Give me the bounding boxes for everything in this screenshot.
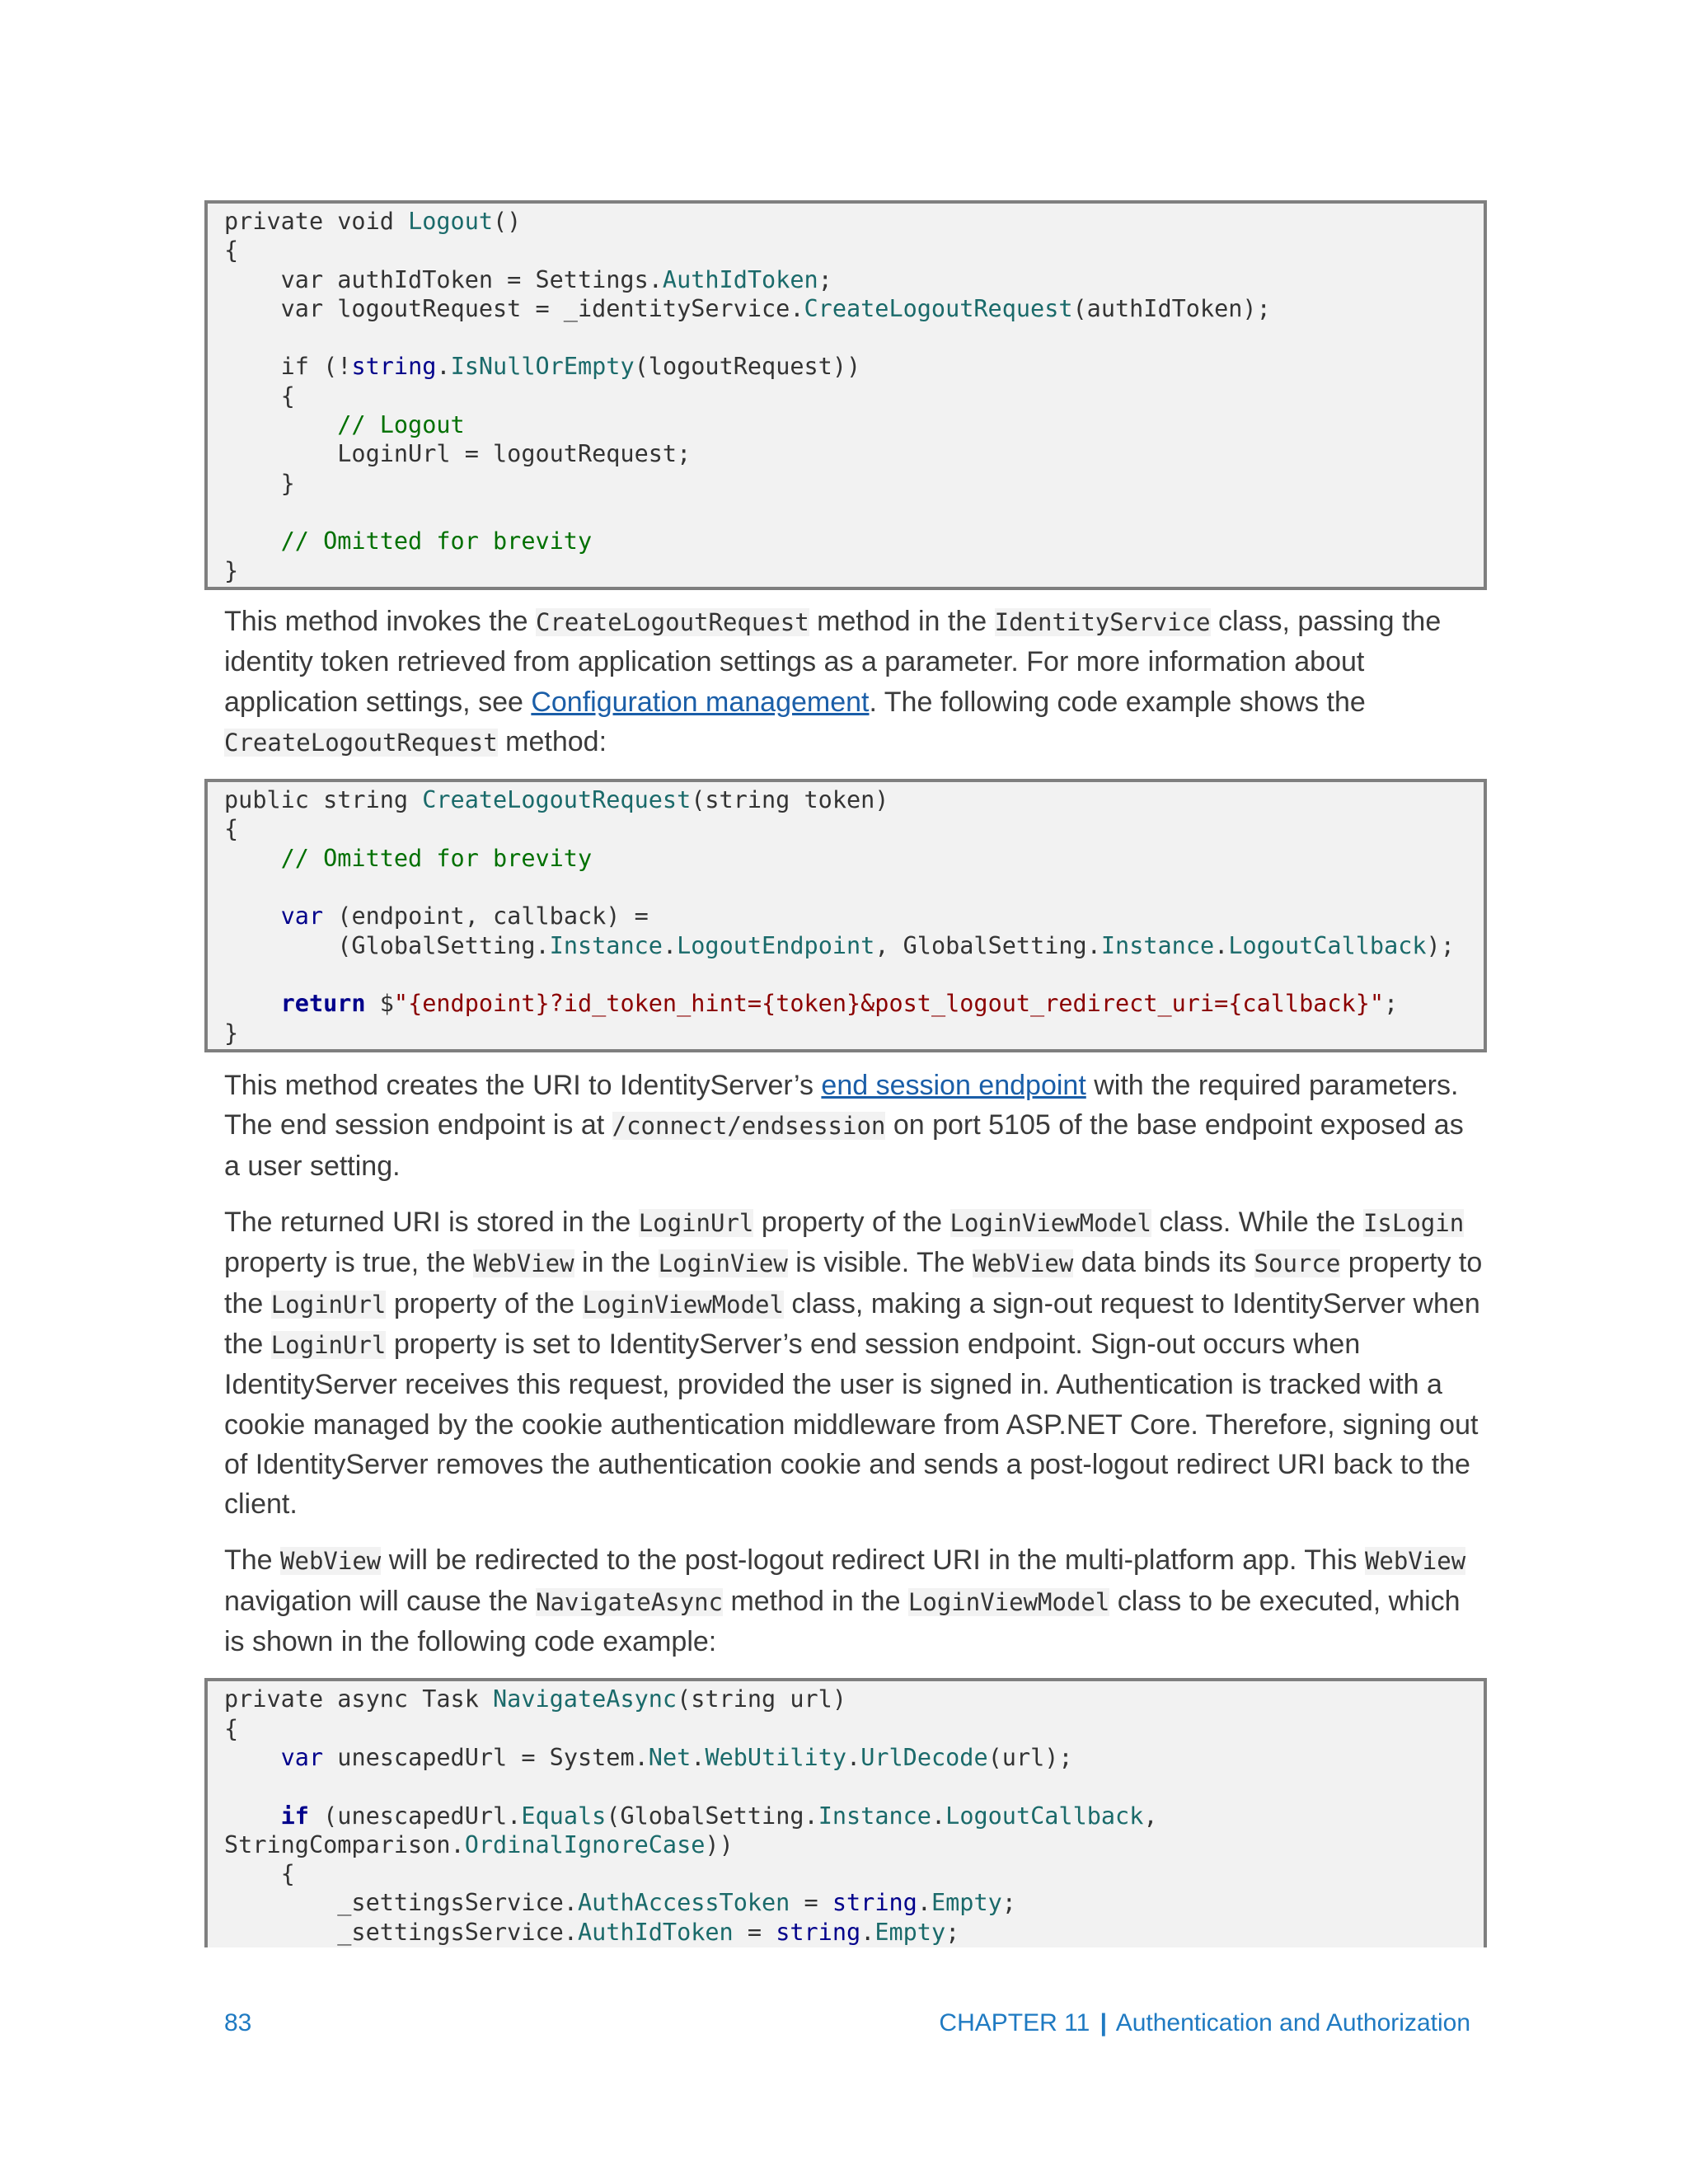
text-run: will be redirected to the post-logout redirect URI in the multi-platform app. This [381,1544,1365,1577]
code-token: Instance [549,931,663,959]
code-line [224,1888,1484,1917]
code-token: } [224,1019,239,1047]
text-run: This method creates the URI to IdentityServer’s [224,1070,822,1102]
inline-code: IdentityService [994,608,1211,636]
inline-code: LoginViewModel [950,1209,1151,1238]
code-token: UrlDecode [860,1743,988,1771]
code-token: OrdinalIgnoreCase [464,1830,706,1858]
code-line [224,902,1484,930]
text-run: property is true, the [224,1247,474,1279]
code-token: StringComparison. [224,1830,465,1858]
code-token [224,1802,281,1830]
code-line [224,1802,1484,1830]
code-line [224,439,1484,468]
code-line [224,265,1484,294]
code-line [224,382,1484,410]
code-token: AuthAccessToken [577,1889,790,1917]
inline-code: LoginViewModel [907,1587,1110,1616]
code-line [224,323,1484,352]
code-token: var logoutRequest = _identityService. [224,294,804,322]
code-token: $ [365,990,394,1018]
text-run: in the [574,1247,659,1279]
code-line [224,1772,1484,1801]
code-line [224,527,1484,555]
code-token: (GlobalSetting. [606,1802,818,1830]
code-token: (GlobalSetting. [224,931,550,959]
code-token: } [224,556,239,584]
code-token: WebUtility [705,1743,847,1771]
code-token: private async Task [224,1685,494,1713]
code-token: ; [945,1918,960,1946]
code-line [224,1685,1484,1713]
code-token: var [280,902,324,930]
code-token: Instance [1100,931,1215,959]
code-token: CreateLogoutRequest [804,294,1073,322]
code-token: ); [1426,931,1455,959]
inline-code: WebView [1364,1547,1466,1576]
code-token: Equals [521,1802,607,1830]
code-line [224,989,1484,1018]
paragraph-end-session-endpoint [224,1066,1485,1186]
text-run: The [224,1544,281,1577]
code-token: , [1143,1802,1158,1830]
code-line [224,236,1484,265]
code-token: { [224,815,239,843]
code-token: if (! [224,353,352,381]
code-token: . [860,1918,875,1946]
code-token: LoginUrl = logoutRequest; [224,440,692,468]
code-line [224,960,1484,989]
code-line [224,873,1484,902]
code-token [224,990,281,1017]
inline-code: IsLogin [1362,1209,1465,1238]
code-token: Net [648,1743,692,1771]
code-line [224,814,1484,843]
chapter-label: CHAPTER 11 [939,2009,1090,2036]
code-line [224,1830,1484,1859]
inline-code: LoginUrl [270,1290,387,1319]
code-token: { [224,237,239,265]
text-run: class, passing the identity token retrieved from application settings as a parameter. For more information about application settings, see [224,606,1442,718]
code-token [224,902,281,930]
paragraph-webview-navigation [224,1540,1485,1661]
code-token: (logoutRequest)) [634,353,861,381]
text-run: data binds its [1073,1247,1254,1279]
text-run: method in the [809,606,995,637]
code-line [224,1918,1484,1947]
link-configuration-management[interactable]: Configuration management [531,686,870,718]
code-line [224,1714,1484,1743]
code-token: AuthIdToken [662,265,818,293]
text-run: class, making a sign-out request to IdentityServer when the [224,1287,1480,1360]
inline-code: WebView [973,1249,1074,1278]
code-token: } [224,469,295,497]
code-token: IsNullOrEmpty [450,353,635,381]
code-line [224,844,1484,873]
code-token: ; [818,265,832,293]
page-content [204,200,1487,1947]
page-number: 83 [224,2009,252,2036]
code-token: _settingsService. [224,1918,578,1946]
paragraph-login-url [224,1202,1485,1524]
code-token: = [733,1918,776,1946]
code-line [224,1019,1484,1047]
text-run: class to be executed, which is shown in the following code example: [224,1585,1461,1658]
inline-code: WebView [280,1547,382,1576]
code-line [224,931,1484,960]
code-block-navigate-async [204,1678,1487,1947]
chapter-heading [939,2009,1470,2037]
code-token: . [691,1743,706,1771]
code-token: , GlobalSetting. [874,931,1101,959]
text-run: This method invokes the [224,606,536,637]
text-run: method in the [723,1585,908,1617]
text-run: property is set to IdentityServer’s end session endpoint. Sign-out occurs when IdentityServer receives this request, provided the user is signed in. Authentication is tracked with a cookie managed by the cookie authentication middleware from ASP.NET Core. Therefore, signing out of IdentityServer removes the authentication cookie and sends a post-logout redirect URI back to the client. [224,1328,1479,1521]
text-run: navigation will cause the [224,1585,537,1617]
inline-code: CreateLogoutRequest [535,608,809,636]
text-run: is visible. The [787,1247,973,1279]
code-token: unescapedUrl = System. [323,1743,649,1771]
code-block-create-logout-request [204,779,1487,1052]
code-token: )) [705,1830,734,1858]
code-line [224,1743,1484,1772]
inline-code: LoginViewModel [582,1290,784,1319]
inline-code: NavigateAsync [536,1587,723,1616]
text-run: with the required parameters. The end session endpoint is at [224,1070,1459,1141]
code-token: return [280,990,366,1018]
text-run: method: [497,725,607,757]
code-token: (string token) [691,786,889,814]
chapter-title: Authentication and Authorization [1115,2009,1470,2036]
code-token: . [846,1743,861,1771]
code-token: (url); [987,1743,1073,1771]
code-token: Logout [408,208,494,235]
code-token: () [493,208,522,235]
code-token: // Logout [224,411,465,439]
code-token [224,1744,281,1771]
code-token: . [436,353,451,381]
paragraph-logout-request [224,602,1485,762]
code-token: { [224,382,295,410]
code-line [224,556,1484,585]
code-token: Empty [931,1889,1002,1917]
inline-code: Source [1254,1249,1341,1278]
code-token: CreateLogoutRequest [422,786,692,814]
inline-code: LoginUrl [638,1209,754,1238]
code-token: . [662,931,678,959]
code-token: var [280,1743,324,1771]
code-token: _settingsService. [224,1889,578,1917]
code-token: (string url) [677,1685,846,1713]
code-token: var authIdToken = Settings. [224,265,663,293]
code-token: string [832,1889,917,1917]
code-token: (endpoint, callback) = [323,902,649,930]
code-token: string [776,1918,861,1946]
code-token: (unescapedUrl. [308,1802,522,1830]
code-line [224,498,1484,527]
inline-code: LoginView [658,1249,788,1278]
link-end-session-endpoint[interactable]: end session endpoint [821,1070,1086,1102]
code-token: ; [1384,990,1399,1018]
code-token: LogoutCallback [945,1802,1144,1830]
code-token: if [280,1802,309,1830]
text-run: property of the [386,1287,583,1319]
code-token: Instance [818,1802,931,1830]
code-token: = [790,1889,832,1917]
code-token: . [1214,931,1229,959]
code-line [224,785,1484,814]
code-line [224,207,1484,236]
text-run: . The following code example shows the [869,686,1366,718]
code-token: { [224,1714,239,1742]
text-run: property of the [753,1207,950,1239]
code-token: private void [224,208,409,235]
code-line [224,469,1484,498]
code-token: AuthIdToken [577,1918,734,1946]
inline-code: LoginUrl [270,1330,387,1359]
code-token: NavigateAsync [493,1685,678,1713]
code-token: . [917,1889,931,1917]
code-token: Empty [874,1918,946,1946]
inline-code: WebView [473,1249,574,1278]
code-token: { [224,1860,295,1888]
code-token: "{endpoint}?id_token_hint={token}&post_logout_redirect_uri={callback}" [393,990,1385,1018]
code-token: public string [224,786,423,814]
code-token: string [351,353,437,381]
text-run: on port 5105 of the base endpoint exposed as a user setting. [224,1109,1464,1182]
code-token: LogoutEndpoint [677,931,875,959]
inline-code: CreateLogoutRequest [224,728,498,757]
code-line [224,1859,1484,1888]
text-run: property to the [224,1247,1483,1319]
inline-code: /connect/endsession [612,1112,886,1141]
code-token: // Omitted for brevity [224,527,593,555]
code-token: // Omitted for brevity [224,844,593,872]
code-token: (authIdToken); [1072,294,1271,322]
text-run: class. While the [1151,1207,1363,1239]
code-block-logout [204,200,1487,590]
code-token: . [931,1802,946,1830]
code-token: ; [1001,1889,1016,1917]
code-line [224,410,1484,439]
code-line [224,294,1484,323]
chapter-separator: | [1100,2009,1107,2036]
code-line [224,352,1484,381]
code-token: LogoutCallback [1228,931,1427,959]
text-run: The returned URI is stored in the [224,1207,639,1239]
